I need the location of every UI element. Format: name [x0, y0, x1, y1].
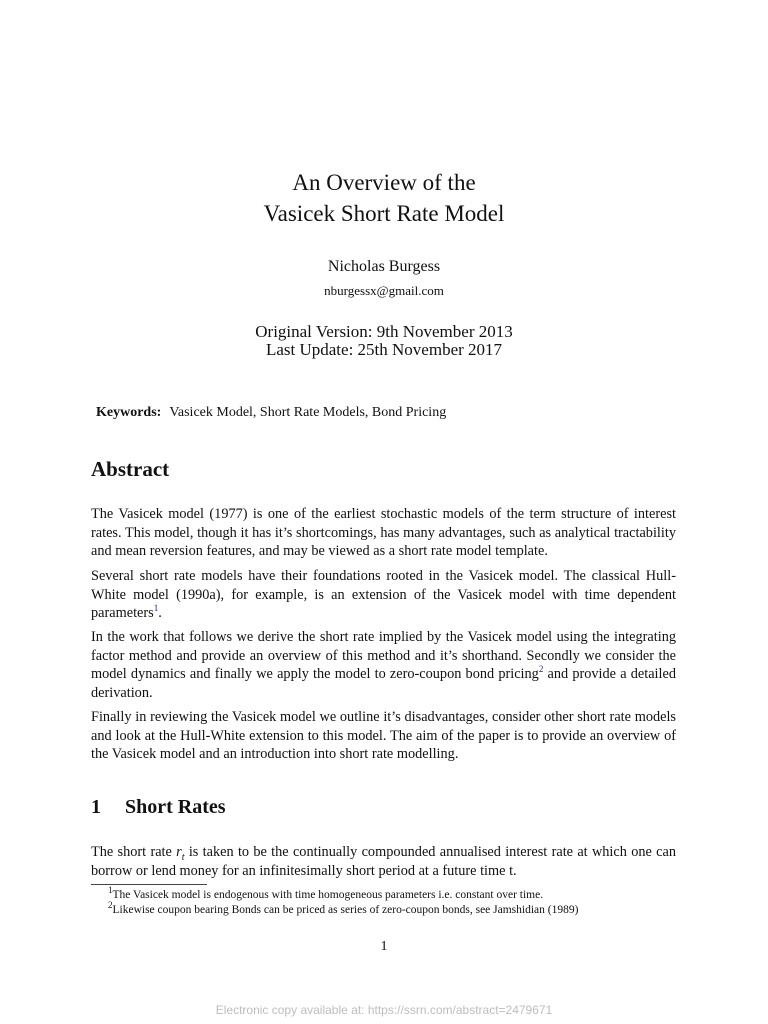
author-email: nburgessx@gmail.com [324, 283, 444, 298]
abstract-heading: Abstract [91, 457, 170, 481]
abstract-paragraph-4: Finally in reviewing the Vasicek model we outline it’s disadvantages, consider other short rate models and look at the Hull-White extension to this model. The aim of the paper is to provide an overview of the Vasicek model and an introduction into short rate modelling. [91, 709, 676, 762]
section-1-paragraph [91, 843, 676, 880]
title-line-2: Vasicek Short Rate Model [263, 201, 505, 226]
section-1-heading [91, 796, 226, 819]
keywords-text: Vasicek Model, Short Rate Models, Bond Pricing [169, 405, 447, 420]
footnote-1-text: The Vasicek model is endogenous with time homogeneous parameters i.e. constant over time. [112, 889, 544, 901]
footnote-2-mark: 2 [108, 900, 113, 911]
keywords [96, 405, 446, 421]
title-line-1: An Overview of the [292, 170, 476, 195]
last-update: Last Update: 25th November 2017 [265, 340, 503, 359]
footnote-ref-1[interactable]: 1 [153, 603, 159, 614]
abstract-paragraph-2-text: Several short rate models have their foundations rooted in the Vasicek model. The classical Hull-White model (1990a), for example, is an extension of the Vasicek model with time dependent parameters [91, 568, 676, 621]
footnote-2-text: Likewise coupon bearing Bonds can be priced as series of zero-coupon bonds, see Jamshidian (1989) [112, 904, 579, 916]
section-1-text-before: The short rate [91, 844, 177, 860]
abstract-paragraph-2-end: . [158, 605, 162, 621]
short-rate-symbol [176, 844, 185, 863]
abstract-paragraph-2 [91, 567, 676, 623]
short-rate-var: r [176, 844, 182, 860]
short-rate-subscript: t [181, 851, 185, 863]
section-1-text-after: is taken to be the continually compounded annualised interest rate at which one can borrow or lend money for an infinitesimally short period at a future time t. [91, 844, 676, 879]
abstract-paragraph-3-end: and provide a detailed derivation. [91, 666, 676, 701]
ssrn-watermark: Electronic copy available at: https://ssrn.com/abstract=2479671 [215, 1003, 553, 1017]
footnote-1 [108, 885, 544, 902]
keywords-label: Keywords: [96, 405, 162, 420]
version-info [0, 323, 768, 359]
abstract-paragraph-1: The Vasicek model (1977) is one of the earliest stochastic models of the term structure of interest rates. This model, though it has it’s shortcomings, has many advantages, such as analytical tractability and mean reversion features, and may be viewed as a short rate model template. [91, 506, 676, 559]
original-version: Original Version: 9th November 2013 [255, 322, 513, 341]
footnote-ref-2[interactable]: 2 [538, 664, 544, 675]
abstract-paragraph-3-text: In the work that follows we derive the short rate implied by the Vasicek model using the integrating factor method and provide an overview of this method and it’s shorthand. Secondly we consider the model dynamics and finally we apply the model to zero-coupon bond pricing [91, 629, 676, 682]
section-title: Short Rates [125, 796, 226, 818]
page-number: 1 [380, 939, 388, 954]
paper-title [0, 169, 768, 228]
abstract-paragraph-3 [91, 628, 676, 702]
footnote-1-mark: 1 [108, 885, 113, 896]
section-number: 1 [91, 796, 101, 818]
author-name: Nicholas Burgess [327, 258, 441, 275]
footnote-2 [108, 900, 579, 917]
